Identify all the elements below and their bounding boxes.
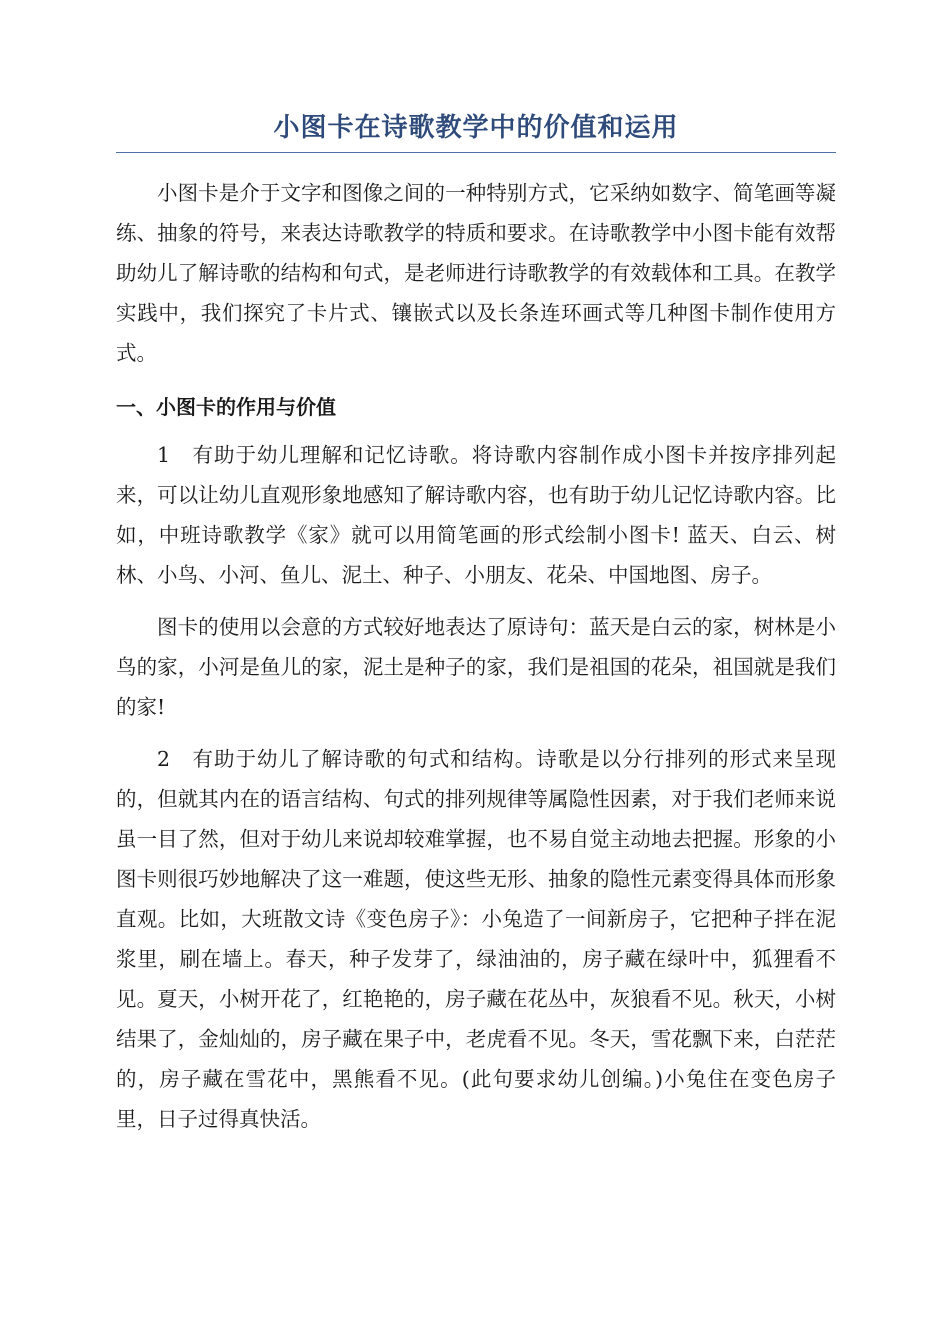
document-title: 小图卡在诗歌教学中的价值和运用 [116, 110, 836, 153]
document-page [116, 110, 836, 1139]
point-1-paragraph: 1 有助于幼儿理解和记忆诗歌。将诗歌内容制作成小图卡并按序排列起来，可以让幼儿直观形象地感知了解诗歌内容，也有助于幼儿记忆诗歌内容。比如，中班诗歌教学《家》就可以用简笔画的形式绘制小图卡! 蓝天、白云、树林、小鸟、小河、鱼儿、泥土、种子、小朋友、花朵、中国地图、房子。 [116, 443, 836, 587]
point-2-paragraph: 2 有助于幼儿了解诗歌的句式和结构。诗歌是以分行排列的形式来呈现的，但就其内在的语言结构、句式的排列规律等属隐性因素，对于我们老师来说虽一目了然，但对于幼儿来说却较难掌握，也不易自觉主动地去把握。形象的小图卡则很巧妙地解决了这一难题，使这些无形、抽象的隐性元素变得具体而形象直观。比如，大班散文诗《变色房子》：小兔造了一间新房子，它把种子拌在泥浆里，刷在墙上。春天，种子发芽了，绿油油的，房子藏在绿叶中，狐狸看不见。夏天，小树开花了，红艳艳的，房子藏在花丛中，灰狼看不见。秋天，小树结果了，金灿灿的，房子藏在果子中，老虎看不见。冬天，雪花飘下来，白茫茫的，房子藏在雪花中，黑熊看不见。(此句要求幼儿创编。)小兔住在变色房子里，日子过得真快活。 [116, 747, 836, 1131]
intro-paragraph: 小图卡是介于文字和图像之间的一种特别方式，它采纳如数字、简笔画等凝练、抽象的符号，来表达诗歌教学的特质和要求。在诗歌教学中小图卡能有效帮助幼儿了解诗歌的结构和句式，是老师进行诗歌教学的有效载体和工具。在教学实践中，我们探究了卡片式、镶嵌式以及长条连环画式等几种图卡制作使用方式。 [116, 181, 836, 365]
section-heading: 一、小图卡的作用与价值 [116, 395, 336, 419]
point-1-followup-paragraph: 图卡的使用以会意的方式较好地表达了原诗句：蓝天是白云的家，树林是小鸟的家，小河是鱼儿的家，泥土是种子的家，我们是祖国的花朵，祖国就是我们的家! [116, 615, 836, 719]
